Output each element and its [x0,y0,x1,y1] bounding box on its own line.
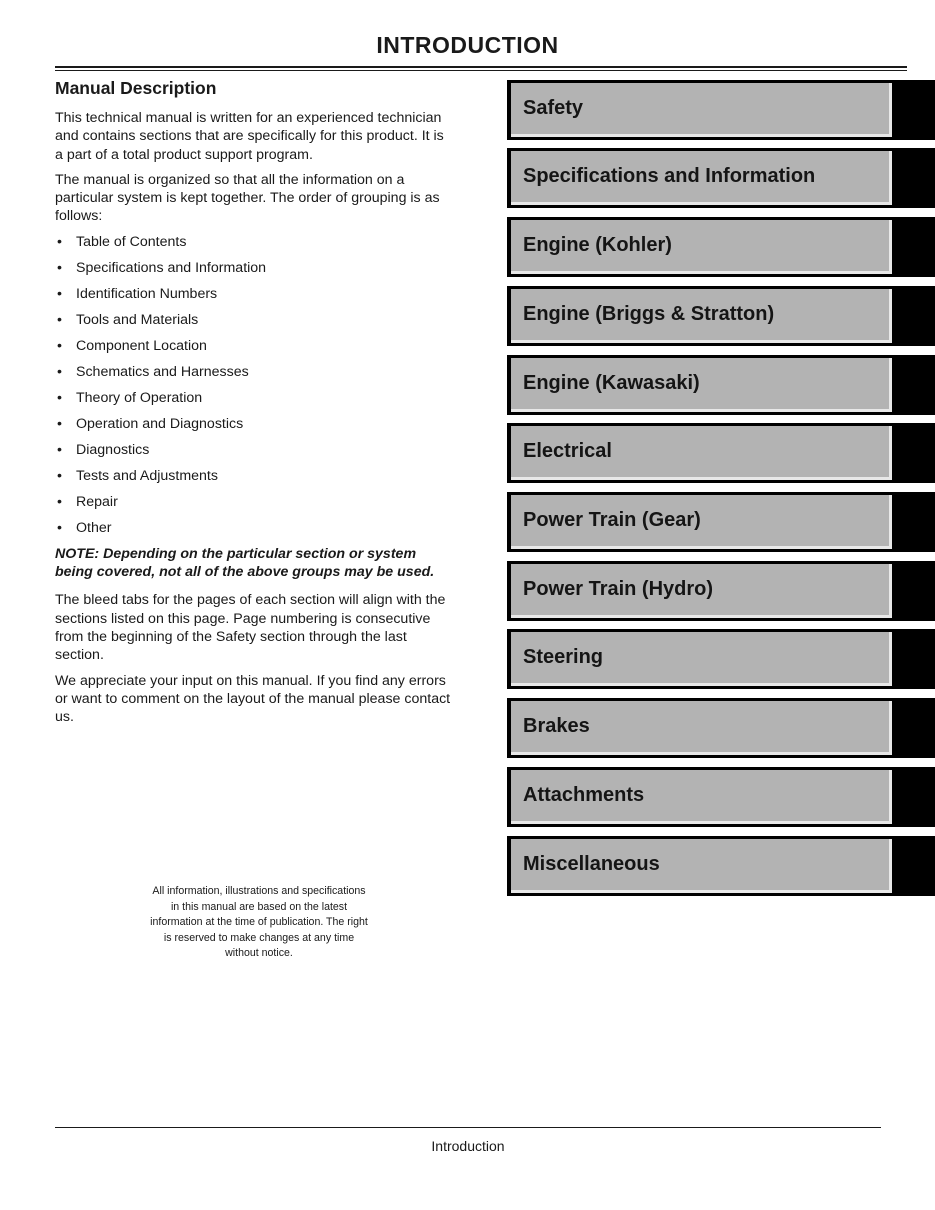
list-item: • Schematics and Harnesses [55,363,455,389]
page-title: INTRODUCTION [376,32,559,58]
tab-panel [511,564,892,618]
tab-label: Attachments [523,784,645,806]
list-item: • Component Location [55,337,455,363]
bleed-tab-edge [889,629,935,689]
bleed-tab-edge [889,286,935,346]
bleed-tab-edge [889,561,935,621]
bleed-tab-edge [889,217,935,277]
tab-label: Power Train (Gear) [523,509,701,531]
tab-label: Miscellaneous [523,853,660,875]
list-item: • Diagnostics [55,441,455,467]
tab-label: Safety [523,97,584,119]
note-paragraph: NOTE: Depending on the particular section or system being covered, not all of the above groups may be used. [55,545,435,581]
manual-description-column [55,78,455,733]
tab-power-train-hydro[interactable] [507,561,935,621]
tab-panel [511,151,892,205]
tab-safety[interactable] [507,80,935,140]
tab-panel [511,83,892,137]
tab-panel [511,770,892,824]
header-rule-thin [55,70,907,71]
bleed-tab-edge [889,698,935,758]
section-heading: Manual Description [55,78,217,98]
tab-label: Engine (Kawasaki) [523,372,700,394]
tab-steering[interactable] [507,629,935,689]
tab-panel [511,220,892,274]
tab-brakes[interactable] [507,698,935,758]
list-item: • Other [55,519,455,545]
list-item: • Tools and Materials [55,311,455,337]
tab-label: Electrical [523,440,612,462]
list-item: • Identification Numbers [55,285,455,311]
list-item: • Specifications and Information [55,259,455,285]
list-item: • Tests and Adjustments [55,467,455,493]
feedback-paragraph: We appreciate your input on this manual. If you find any errors or want to comment on the layout of the manual please contact us. [55,672,451,726]
tab-panel [511,701,892,755]
disclaimer-note: All information, illustrations and specifications in this manual are based on the latest information at the time of publication. The right is reserved to make changes at any time without notice. [150,885,368,960]
bleed-tab-edge [889,355,935,415]
tab-miscellaneous[interactable] [507,836,935,896]
organization-paragraph: The manual is organized so that all the information on a particular system is kept together. The order of grouping is as follows: [55,171,440,225]
tab-label: Engine (Kohler) [523,234,672,256]
tab-panel [511,632,892,686]
list-item: • Operation and Diagnostics [55,415,455,441]
group-list [55,233,455,545]
tab-label: Specifications and Information [523,165,816,187]
list-item: • Table of Contents [55,233,455,259]
footer-rule [55,1127,881,1128]
tab-panel [511,358,892,412]
bleed-tab-edge [889,836,935,896]
bleed-tab-edge [889,423,935,483]
list-item: • Theory of Operation [55,389,455,415]
bleed-tab-edge [889,492,935,552]
page-footer: Introduction [431,1138,505,1154]
bleed-tabs-paragraph: The bleed tabs for the pages of each section will align with the sections listed on this page. Page numbering is consecutive from the beginning of the Safety section through the last section. [55,592,446,664]
intro-paragraph: This technical manual is written for an experienced technician and contains sections that are specifically for this product. It is a part of a total product support program. [55,110,444,163]
list-item: • Repair [55,493,455,519]
tab-panel [511,426,892,480]
tab-attachments[interactable] [507,767,935,827]
tab-label: Engine (Briggs & Stratton) [523,303,775,325]
tab-label: Steering [523,646,604,668]
tab-label: Power Train (Hydro) [523,578,714,600]
tab-electrical[interactable] [507,423,935,483]
tab-panel [511,839,892,893]
tab-engine-kohler[interactable] [507,217,935,277]
tab-power-train-gear[interactable] [507,492,935,552]
bleed-tab-edge [889,80,935,140]
tab-panel [511,495,892,549]
bleed-tab-edge [889,767,935,827]
tab-label: Brakes [523,715,590,737]
header-rule [55,66,907,68]
tab-engine-kawasaki[interactable] [507,355,935,415]
tab-panel [511,289,892,343]
tab-specifications[interactable] [507,148,935,208]
tab-engine-briggs-stratton[interactable] [507,286,935,346]
bleed-tab-edge [889,148,935,208]
